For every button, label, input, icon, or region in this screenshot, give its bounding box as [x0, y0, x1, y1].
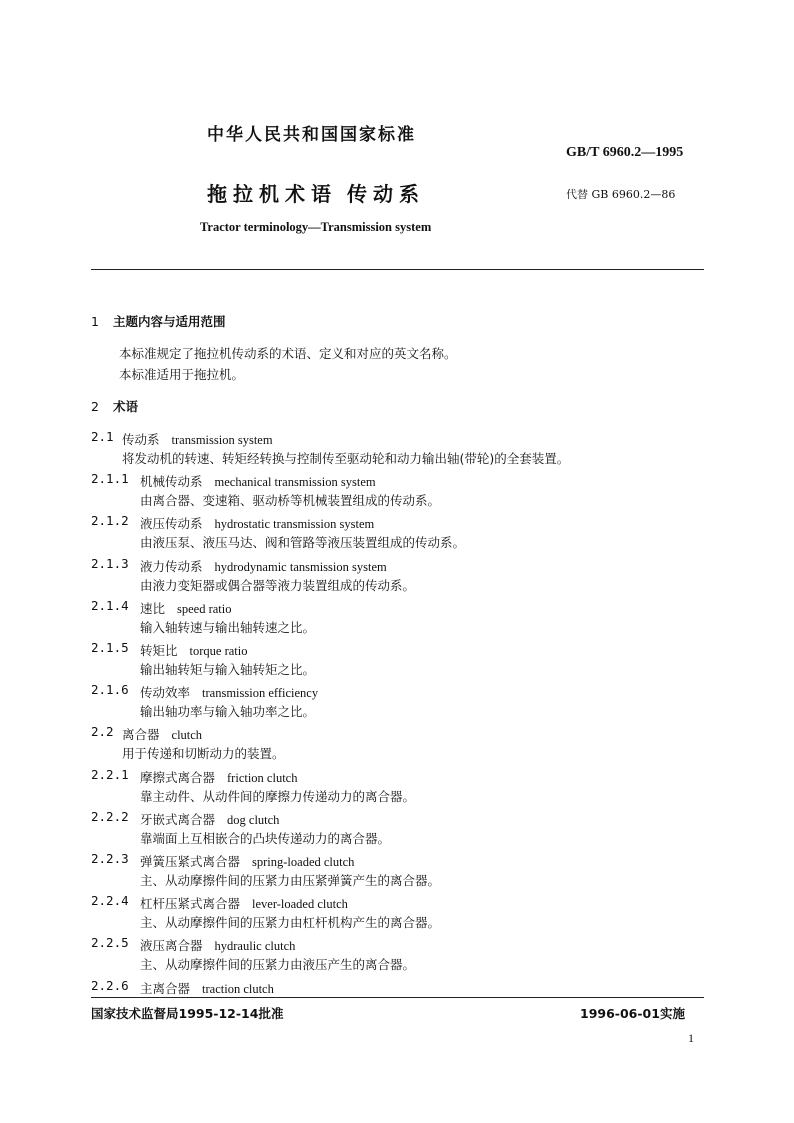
term-english: spring-loaded clutch: [252, 855, 355, 869]
term-entry: [140, 851, 354, 870]
term-chinese: 摩擦式离合器: [140, 769, 216, 785]
term-chinese: 机械传动系: [140, 474, 203, 490]
term-chinese: 速比: [140, 600, 166, 616]
english-title: Tractor terminology—Transmission system: [200, 220, 432, 234]
section-1-para-1: 本标准规定了拖拉机传动系的术语、定义和对应的英文名称。: [119, 346, 457, 361]
term-entry: [140, 893, 348, 912]
term-entry: [140, 556, 387, 575]
section-1-para-2: 本标准适用于拖拉机。: [119, 367, 245, 382]
term-number: 2.1.6: [91, 682, 129, 698]
term-number: 2.2.5: [91, 935, 129, 951]
standard-code: GB/T 6960.2—1995: [566, 145, 684, 160]
header-divider: [91, 269, 704, 270]
section-2-heading: [91, 397, 138, 415]
term-chinese: 转矩比: [140, 643, 178, 658]
term-english: lever-loaded clutch: [252, 897, 348, 912]
effective-date: 1996-06-01实施: [580, 1006, 685, 1021]
section-number: 1: [91, 314, 99, 329]
term-entry: [140, 935, 295, 954]
document-title-part2: 传动系: [347, 182, 425, 206]
term-chinese: 牙嵌式离合器: [140, 811, 216, 827]
term-number: 2.1: [91, 429, 114, 444]
term-number: 2.1.1: [91, 471, 129, 487]
term-definition: 靠主动件、从动件间的摩擦力传递动力的离合器。: [140, 788, 416, 804]
term-chinese: 离合器: [122, 727, 160, 743]
term-number: 2.1.4: [91, 597, 129, 613]
term-definition: 由液力变矩器或偶合器等液力装置组成的传动系。: [140, 577, 416, 593]
term-chinese: 传动效率: [140, 685, 191, 701]
term-entry: [140, 978, 274, 997]
section-1-heading: [91, 312, 226, 330]
term-entry: [140, 767, 297, 786]
term-definition: 输出轴功率与输入轴功率之比。: [140, 704, 316, 720]
term-english: speed ratio: [177, 601, 232, 616]
term-entry: [140, 640, 247, 659]
term-number: 2.2: [91, 724, 114, 740]
term-entry: [140, 682, 318, 701]
term-english: clutch: [171, 728, 203, 743]
term-english: hydraulic clutch: [214, 939, 296, 954]
term-english: transmission system: [171, 433, 273, 447]
term-english: mechanical transmission system: [214, 475, 376, 490]
term-definition: 用于传递和切断动力的装置。: [122, 746, 285, 762]
footer-divider: [91, 997, 704, 998]
term-chinese: 主离合器: [140, 980, 191, 996]
term-chinese: 液压传动系: [140, 516, 203, 532]
standard-org-title: 中华人民共和国国家标准: [207, 125, 416, 145]
term-chinese: 杠杆压紧式离合器: [140, 896, 241, 912]
term-definition: 输出轴转矩与输入轴转矩之比。: [140, 662, 316, 677]
term-entry: [140, 471, 376, 490]
page-number: 1: [688, 1031, 694, 1045]
document-title-part1: 拖拉机术语: [207, 182, 337, 206]
term-chinese: 液压离合器: [140, 938, 203, 954]
section-title: 主题内容与适用范围: [113, 314, 226, 329]
term-definition: 主、从动摩擦件间的压紧力由液压产生的离合器。: [140, 957, 416, 973]
term-number: 2.2.4: [91, 893, 129, 909]
term-entry: [122, 429, 273, 448]
term-entry: [140, 598, 232, 617]
term-number: 2.2.6: [91, 977, 129, 993]
term-entry: [140, 809, 279, 828]
term-chinese: 液力传动系: [140, 558, 203, 574]
term-entry: [140, 513, 374, 532]
term-english: transmission efficiency: [202, 686, 319, 701]
term-english: dog clutch: [227, 812, 280, 827]
replaces-note: 代替 GB 6960.2—86: [566, 188, 676, 201]
issued-by: 国家技术监督局1995-12-14批准: [91, 1006, 284, 1021]
term-number: 2.1.3: [91, 555, 129, 571]
term-definition: 主、从动摩擦件间的压紧力由压紧弹簧产生的离合器。: [140, 873, 441, 888]
term-definition: 由离合器、变速箱、驱动桥等机械装置组成的传动系。: [140, 493, 441, 509]
term-english: traction clutch: [202, 981, 274, 996]
term-english: hydrodynamic tansmission system: [214, 559, 387, 574]
term-number: 2.2.3: [91, 851, 129, 866]
term-definition: 由液压泵、液压马达、阀和管路等液压装置组成的传动系。: [140, 535, 466, 551]
term-definition: 输入轴转速与输出轴转速之比。: [140, 619, 316, 635]
term-definition: 将发动机的转速、转矩经转换与控制传至驱动轮和动力输出轴(带轮)的全套装置。: [122, 451, 570, 466]
term-number: 2.1.2: [91, 513, 129, 529]
term-english: torque ratio: [189, 644, 248, 658]
term-definition: 靠端面上互相嵌合的凸块传递动力的离合器。: [140, 830, 391, 846]
term-english: friction clutch: [227, 770, 298, 785]
document-title: [207, 178, 425, 207]
section-number: 2: [91, 399, 99, 414]
section-title: 术语: [113, 399, 139, 414]
term-number: 2.2.1: [91, 766, 129, 782]
term-number: 2.1.5: [91, 640, 129, 655]
term-english: hydrostatic transmission system: [214, 517, 375, 532]
term-definition: 主、从动摩擦件间的压紧力由杠杆机构产生的离合器。: [140, 915, 441, 931]
term-chinese: 弹簧压紧式离合器: [140, 854, 241, 869]
term-number: 2.2.2: [91, 808, 129, 824]
term-entry: [122, 724, 202, 743]
term-chinese: 传动系: [122, 432, 160, 447]
